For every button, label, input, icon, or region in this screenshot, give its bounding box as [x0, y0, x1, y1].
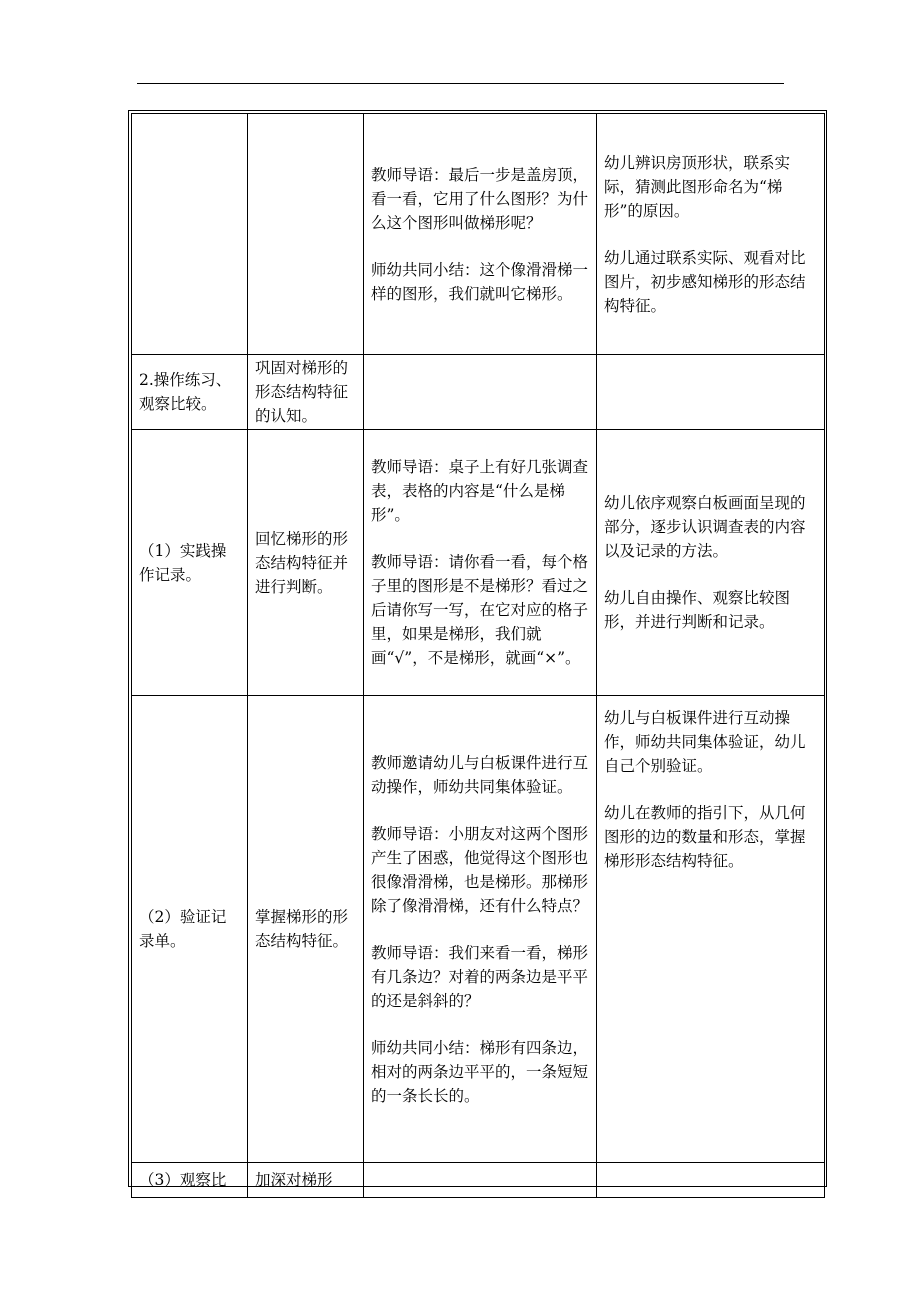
teacher-guidance-paragraph: 教师导语：最后一步是盖房顶，看一看，它用了什么图形？为什么这个图形叫做梯形呢？ — [371, 165, 589, 232]
goal-cell — [248, 696, 364, 1163]
table-row — [132, 696, 825, 1163]
activity-text: 2.操作练习、观察比较。 — [139, 371, 232, 413]
table-row — [132, 355, 825, 430]
table-row — [132, 114, 825, 355]
activity-cell — [132, 355, 248, 430]
teacher-guidance-paragraph: 教师导语：我们来看一看，梯形有几条边？对着的两条边是平平的还是斜斜的？ — [371, 943, 589, 1010]
teacher-guidance-paragraph: 师幼共同小结：梯形有四条边，相对的两条边平平的，一条短短的一条长长的。 — [371, 1038, 589, 1105]
table-row — [132, 1163, 825, 1198]
teacher-guidance-cell — [364, 430, 597, 696]
goal-cell — [248, 114, 364, 355]
child-activity-cell — [597, 355, 825, 430]
teacher-guidance-paragraph: 教师邀请幼儿与白板课件进行互动操作，师幼共同集体验证。 — [371, 753, 589, 796]
goal-cell — [248, 1163, 364, 1198]
child-activity-paragraph: 幼儿通过联系实际、观看对比图片，初步感知梯形的形态结构特征。 — [604, 248, 806, 315]
goal-text: 掌握梯形的形态结构特征。 — [255, 908, 349, 950]
child-activity-paragraph: 幼儿自由操作、观察比较图形，并进行判断和记录。 — [604, 589, 791, 631]
lesson-plan-table — [131, 113, 825, 1198]
table-row — [132, 430, 825, 696]
teacher-guidance-cell — [364, 355, 597, 430]
goal-cell — [248, 355, 364, 430]
activity-cell — [132, 1163, 248, 1198]
goal-text: 加深对梯形 — [255, 1171, 333, 1189]
teacher-guidance-paragraph: 教师导语：请你看一看，每个格子里的图形是不是梯形？看过之后请你写一写，在它对应的格子里，如果是梯形，我们就画“√”，不是梯形，就画“×”。 — [371, 553, 589, 667]
teacher-guidance-paragraph: 师幼共同小结：这个像滑滑梯一样的图形，我们就叫它梯形。 — [371, 260, 589, 303]
child-activity-paragraph: 幼儿在教师的指引下，从几何图形的边的数量和形态，掌握梯形形态结构特征。 — [604, 804, 806, 870]
header-rule — [137, 83, 784, 84]
child-activity-cell — [597, 430, 825, 696]
activity-cell — [132, 696, 248, 1163]
teacher-guidance-paragraph: 教师导语：桌子上有好几张调查表，表格的内容是“什么是梯形”。 — [371, 458, 589, 524]
child-activity-cell — [597, 1163, 825, 1198]
goal-text: 回忆梯形的形态结构特征并进行判断。 — [255, 529, 349, 596]
child-activity-paragraph: 幼儿辨识房顶形状，联系实际，猜测此图形命名为“梯形”的原因。 — [604, 153, 791, 220]
teacher-guidance-paragraph: 教师导语：小朋友对这两个图形产生了困惑，他觉得这个图形也很像滑滑梯，也是梯形。那梯形除了像滑滑梯，还有什么特点？ — [371, 824, 589, 915]
activity-cell — [132, 430, 248, 696]
goal-cell — [248, 430, 364, 696]
teacher-guidance-cell — [364, 114, 597, 355]
child-activity-paragraph: 幼儿依序观察白板画面呈现的部分，逐步认识调查表的内容以及记录的方法。 — [604, 494, 806, 560]
activity-text: （3）观察比 — [139, 1171, 227, 1189]
teacher-guidance-cell — [364, 696, 597, 1163]
teacher-guidance-cell — [364, 1163, 597, 1198]
activity-text: （2）验证记录单。 — [139, 908, 227, 950]
activity-text: （1）实践操作记录。 — [139, 541, 227, 584]
child-activity-cell — [597, 114, 825, 355]
activity-cell — [132, 114, 248, 355]
child-activity-paragraph: 幼儿与白板课件进行互动操作，师幼共同集体验证，幼儿自己个别验证。 — [604, 709, 806, 775]
child-activity-cell — [597, 696, 825, 1163]
goal-text: 巩固对梯形的形态结构特征的认知。 — [255, 359, 349, 425]
